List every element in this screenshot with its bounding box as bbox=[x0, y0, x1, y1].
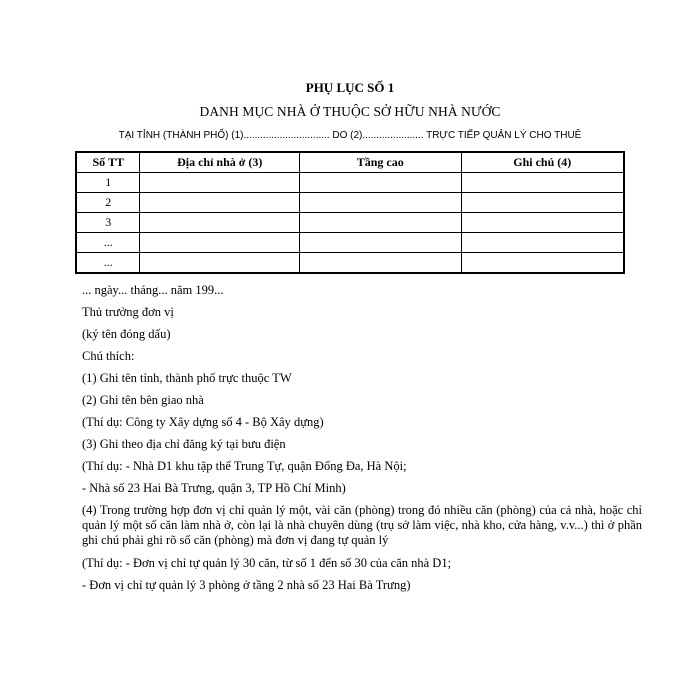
note-3: (3) Ghi theo địa chỉ đăng ký tại bưu điện bbox=[82, 437, 286, 451]
notes-label: Chú thích: bbox=[82, 349, 135, 363]
cell-stt: ... bbox=[76, 233, 140, 253]
table-row bbox=[76, 173, 624, 193]
cell-floors bbox=[299, 213, 461, 233]
document-subheading: TẠI TỈNH (THÀNH PHỐ) (1)............................... DO (2)...................... TRỰC TIẾP QUẢN LÝ CHO THUÊ bbox=[118, 130, 582, 141]
cell-address bbox=[140, 213, 299, 233]
note-4-example-b: - Đơn vị chỉ tự quản lý 3 phòng ở tầng 2 nhà số 23 Hai Bà Trưng) bbox=[82, 578, 411, 592]
housing-list-table bbox=[75, 151, 625, 274]
note-3-example-b: - Nhà số 23 Hai Bà Trưng, quận 3, TP Hồ Chí Minh) bbox=[82, 481, 346, 495]
notes-section bbox=[82, 283, 642, 600]
table-row bbox=[76, 253, 624, 274]
appendix-title: PHỤ LỤC SỐ 1 bbox=[305, 80, 395, 95]
cell-stt: 2 bbox=[76, 193, 140, 213]
cell-address bbox=[140, 253, 299, 274]
cell-address bbox=[140, 193, 299, 213]
cell-floors bbox=[299, 193, 461, 213]
column-header-floors: Tầng cao bbox=[299, 152, 461, 173]
cell-address bbox=[140, 173, 299, 193]
note-4-example-a: (Thí dụ: - Đơn vị chỉ tự quản lý 30 căn, từ số 1 đến số 30 của căn nhà D1; bbox=[82, 556, 452, 570]
column-header-stt: Số TT bbox=[76, 152, 140, 173]
cell-floors bbox=[299, 233, 461, 253]
note-2: (2) Ghi tên bên giao nhà bbox=[82, 393, 204, 407]
cell-stt: ... bbox=[76, 253, 140, 274]
cell-stt: 3 bbox=[76, 213, 140, 233]
table-row bbox=[76, 213, 624, 233]
head-of-unit-line: Thủ trưởng đơn vị bbox=[82, 305, 174, 319]
document-heading: DANH MỤC NHÀ Ở THUỘC SỞ HỮU NHÀ NƯỚC bbox=[199, 104, 501, 119]
note-4: (4) Trong trường hợp đơn vị chỉ quản lý một, vài căn (phòng) trong đó nhiều căn (phòng) của cả nhà, hoặc chỉ quản lý một số căn làm nhà ở, còn lại là nhà chuyên dùng (trụ sở làm việc, nhà kho, cửa hàng, v.v...) thì ở phần ghi chú phải ghi rõ số căn (phòng) mà đơn vị đang tự quản lý bbox=[82, 503, 642, 547]
note-3-example-a: (Thí dụ: - Nhà D1 khu tập thể Trung Tự, quận Đống Đa, Hà Nội; bbox=[82, 459, 407, 473]
note-2-example: (Thí dụ: Công ty Xây dựng số 4 - Bộ Xây dựng) bbox=[82, 415, 324, 429]
table-header-row bbox=[76, 152, 624, 173]
cell-notes bbox=[461, 173, 624, 193]
date-line: ... ngày... tháng... năm 199... bbox=[82, 283, 224, 297]
cell-floors bbox=[299, 173, 461, 193]
cell-notes bbox=[461, 233, 624, 253]
cell-notes bbox=[461, 213, 624, 233]
cell-stt: 1 bbox=[76, 173, 140, 193]
cell-address bbox=[140, 233, 299, 253]
cell-notes bbox=[461, 253, 624, 274]
cell-notes bbox=[461, 193, 624, 213]
signature-note: (ký tên đóng dấu) bbox=[82, 327, 171, 341]
note-1: (1) Ghi tên tỉnh, thành phố trực thuộc TW bbox=[82, 371, 292, 385]
table-row bbox=[76, 193, 624, 213]
column-header-notes: Ghi chú (4) bbox=[461, 152, 624, 173]
cell-floors bbox=[299, 253, 461, 274]
column-header-address: Địa chỉ nhà ở (3) bbox=[140, 152, 299, 173]
table-row bbox=[76, 233, 624, 253]
